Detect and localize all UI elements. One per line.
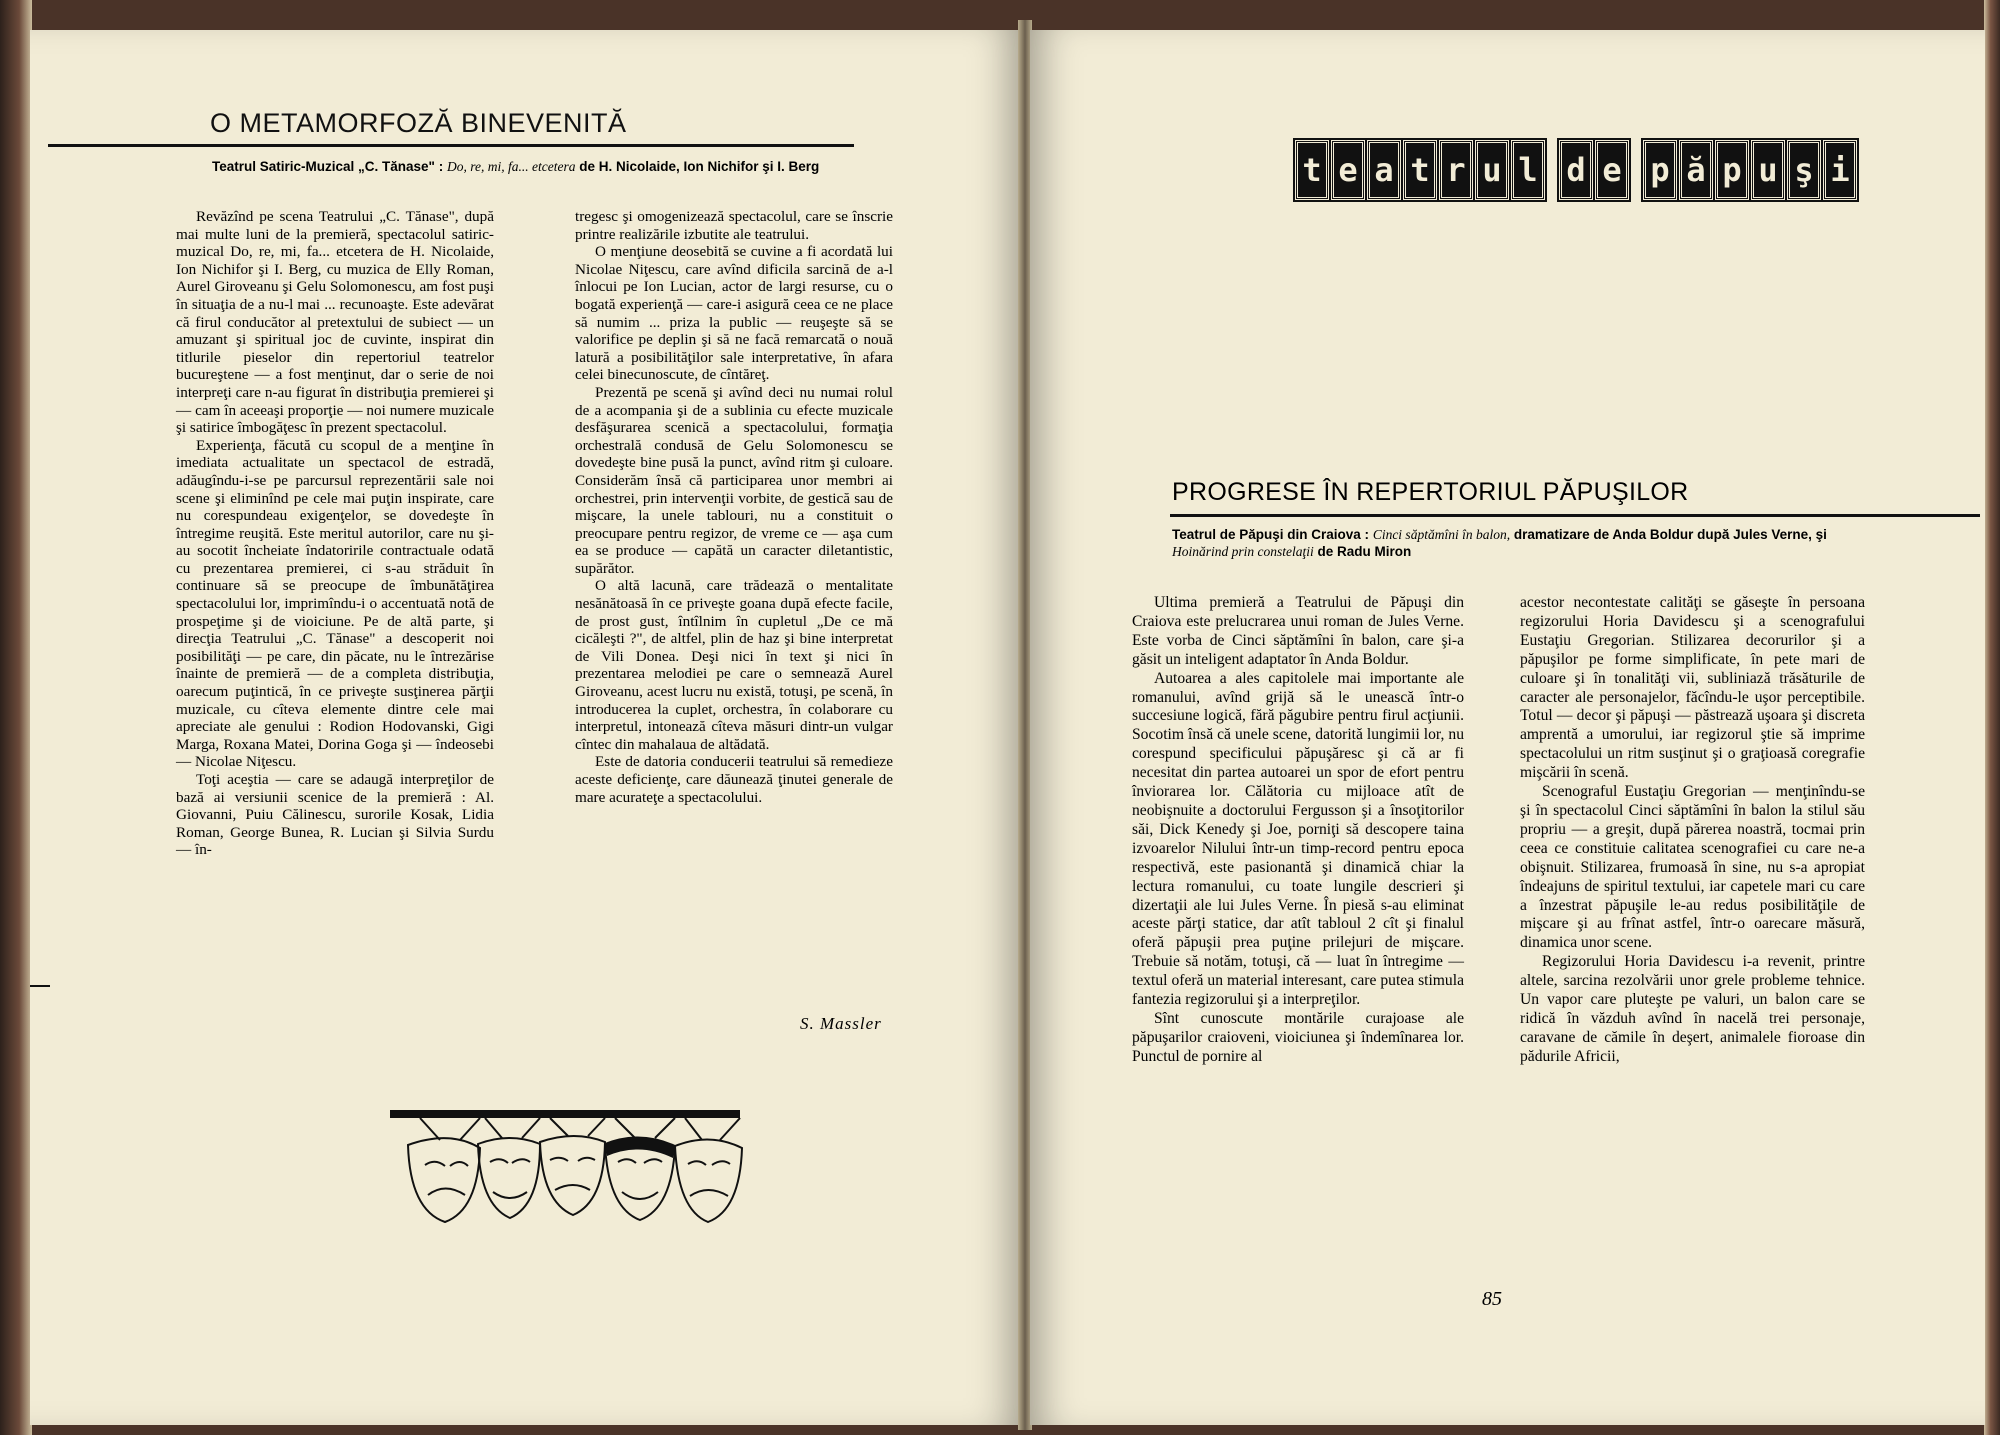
right-column-1 [1132,594,1464,1067]
book-edge-left [0,0,32,1435]
right-subtitle-play-1: Cinci săptămîni în balon, [1372,527,1511,542]
paragraph: O menţiune deosebită se cuvine a fi acordată lui Nicolae Niţescu, care avînd dificila sarcină de a-l înlocui pe Ion Lucian, actor de largi resurse, cu o bogată experienţă — care-i asigură ceea ce ne place să numim ... priza la public — reuşeşte să se valorifice pe deplin şi să ne facă remarcată o nouă latură a posibilităţilor sale interpretative, în afara celei binecunoscute, de cîntăreţ. [575,243,893,384]
right-subtitle-tail: de Radu Miron [1317,544,1412,559]
banner-letter: l [1511,140,1545,200]
banner-letter: e [1595,140,1629,200]
paragraph: Revăzînd pe scena Teatrului „C. Tănase", după mai multe luni de la premieră, spectacolul satiric-muzical Do, re, mi, fa... etcetera de H. Nicolaide, Ion Nichifor şi I. Berg, cu muzica de Elly Roman, Aurel Giroveanu şi Gelu Solomonescu, am fost puşi în situaţia de a nu-l mai ... recunoaşte. Este adevărat că firul conducător al pretextului de subiect — un amuzant şi spiritual joc de cuvinte, inspirat din titlurile pieselor din repertoriul teatrelor bucureştene — a fost menţinut, dar o serie de noi interpreţi care n-au figurat în distribuţia premierei şi — cam în aceeaşi proporţie — noi numere muzicale şi satirice îmbogăţesc în prezent spectacolul. [176,208,494,437]
left-column-1 [176,208,494,859]
left-title-rule [48,144,854,147]
right-subtitle-play-2: Hoinărind prin constelaţii [1172,544,1314,559]
right-column-2 [1520,594,1865,1067]
left-subtitle-tail: de H. Nicolaide, Ion Nichifor şi I. Berg [579,159,820,174]
paragraph: Experienţa, făcută cu scopul de a menţine în imediata actualitate un spectacol de estradă, adăugîndu-i-se pe parcursul reprezentării sale noi scene şi eliminînd pe cele mai puţin inspirate, care nu corespundeau exigenţelor, se dovedeşte în întregime reuşită. Este meritul autorilor, care nu şi-au socotit încheiate îndatoririle contractuale odată cu prezentarea premierei, ci s-au străduit în continuare să se preocupe de îmbunătăţirea spectacolului lor, imprimîndu-i o accentuată notă de prospeţime şi de vioiciune. Pe de altă parte, şi direcţia Teatrului „C. Tănase" a descoperit noi posibilităţi — pe care, din păcate, nu le întrezărise înainte de premieră — de a completa distribuţia, oarecum puţintică, în ce priveşte susţinerea părţii muzicale, cu cîteva elemente dintre cele mai apreciate ale genului : Rodion Hodovanski, Gigi Marga, Roxana Matei, Dorina Goga şi — îndeosebi — Nicolae Niţescu. [176,436,494,771]
paragraph: Scenograful Eustaţiu Gregorian — menţinîndu-se şi în spectacolul Cinci săptămîni în balon la stilul său propriu — a greşit, după părerea noastră, tocmai prin ceea ce constituie calitatea scenografiei cu care ne-a obişnuit. Stilizarea, frumoasă în sine, nu s-a apropiat îndeajuns de spiritul textului, iar capetele mari cu care a înzestrat păpuşile le-au redus posibilităţile de mişcare şi au frînat astfel, într-o oarecare măsură, dinamica unor scene. [1520,783,1865,952]
right-article-subtitle [1172,526,1872,560]
right-subtitle-mid: dramatizare de Anda Boldur după Jules Verne, şi [1513,527,1827,542]
paragraph: Prezentă pe scenă şi avînd deci nu numai rolul de a acompania şi de a sublinia cu efecte muzicale desfăşurarea scenică a spectacolului, formaţia orchestrală condusă de Gelu Solomonescu se dovedeşte bine pusă la punct, avînd ritm şi culoare. Considerăm însă că participarea unor membri ai orchestrei, prin intervenţii vorbite, de gestică sau de mişcare, la unele tablouri, nu a constituit o preocupare pentru regizor, de vreme ce — aşa cum ea se produce — capătă un caracter diletantistic, supărător. [575,383,893,577]
banner-letter: p [1643,140,1677,200]
paragraph: Regizorului Horia Davidescu i-a revenit, printre altele, sarcina rezolvării unor grele probleme tehnice. Un vapor care pluteşte pe valuri, un balon care se ridică în văzduh avînd în nacelă trei personaje, caravane de cămile în deşert, animalele fioroase din pădurile Africii, [1520,953,1865,1065]
banner-letter: u [1475,140,1509,200]
left-article-title: O METAMORFOZĂ BINEVENITĂ [210,108,627,138]
banner-letter: i [1823,140,1857,200]
banner-letter: r [1439,140,1473,200]
banner-letter: p [1715,140,1749,200]
banner-letter: e [1331,140,1365,200]
right-article-title: PROGRESE ÎN REPERTORIUL PĂPUŞILOR [1172,478,1689,506]
left-subtitle-lead: Teatrul Satiric-Muzical „C. Tănase" : [212,159,444,174]
banner-letter: a [1367,140,1401,200]
paragraph: acestor necontestate calităţi se găseşte în persoana regizorului Horia Davidescu şi a scenografului Eustaţiu Gregorian. Stilizarea decorurilor şi a păpuşilor pe forme simplificate, în pete mari de culoare şi în tonalităţi vii, subliniază trăsăturile de caracter ale personajelor, făcîndu-le uşor perceptibile. Totul — decor şi păpuşi — păstrează uşoara şi discreta amprentă a umorului, iar regizorul ştie să imprime spectacolului un ritm susţinut şi o graţioasă coregrafie mişcării în scenă. [1520,594,1865,782]
banner-letter: t [1295,140,1329,200]
theatre-masks-illustration [390,1100,750,1230]
book-edge-right [1984,0,2000,1435]
banner-word [1559,140,1629,200]
left-column-2 [575,208,893,806]
paragraph: tregesc şi omogenizează spectacolul, care se înscrie printre realizările izbutite ale teatrului. [575,208,893,243]
author-signature: S. Massler [800,1014,882,1033]
paragraph: O altă lacună, care trădează o mentalitate nesănătoasă în ce priveşte goana după efecte facile, de prost gust, întîlnim în cupletul „De ce mă cicăleşti ?", de altfel, plin de haz şi bine interpretat de Vili Donea. Deşi nici în text şi nici în prezentarea melodiei pe care o semnează Aurel Giroveanu, acest lucru nu există, totuşi, pe scenă, în introducerea la cuplet, orchestra, în colaborare cu interpretul, intonează cîteva măsuri dintr-un vulgar cîntec din mahalaua de altădată. [575,577,893,753]
paragraph: Ultima premieră a Teatrului de Păpuşi din Craiova este prelucrarea unui roman de Jules Verne. Este vorba de Cinci săptămîni în balon, care şi-a găsit un inteligent adaptator în Anda Boldur. [1132,594,1464,668]
banner-word [1643,140,1857,200]
banner-letter: d [1559,140,1593,200]
paragraph: Este de datoria conducerii teatrului să remedieze aceste deficienţe, care dăunează ţinutei generale de mare acurateţe a spectacolului. [575,753,893,806]
page-number: 85 [1482,1288,1502,1310]
paragraph: Sînt cunoscute montările curajoase ale păpuşarilor craioveni, vioiciunea şi îndemînarea lor. Punctul de pornire al [1132,1009,1464,1065]
section-banner-teatrul-de-papusi [1295,140,1867,200]
paragraph: Toţi aceştia — care se adaugă interpreţilor de bază ai versiunii scenice de la premieră : Al. Giovanni, Puiu Călinescu, surorile Kosak, Lidia Roman, George Bunea, R. Lucian şi Silvia Surdu — în- [176,771,494,859]
banner-letter: ă [1679,140,1713,200]
banner-word [1295,140,1545,200]
banner-letter: u [1751,140,1785,200]
right-subtitle-lead: Teatrul de Păpuşi din Craiova : [1172,527,1370,542]
right-title-rule [1170,514,1980,517]
banner-letter: t [1403,140,1437,200]
margin-mark [30,985,50,987]
left-article-subtitle [212,158,892,175]
paragraph: Autoarea a ales capitolele mai importante ale romanului, avînd grijă să le unească într-o succesiune logică, fără păgubire pentru firul acţiunii. Socotim însă că unele scene, datorită lungimii lor, nu corespund specificului păpuşăresc şi că ar fi necesitat din partea autoarei un spor de efort pentru înviorarea lor. Călătoria cu mijloace atît de neobişnuite a doctorului Fergusson şi a însoţitorilor săi, Dick Kenedy şi Joe, porniţi să descopere taina izvoarelor Nilului într-un timp-record pentru epoca respectivă, este pasionantă şi dinamică chiar la lectura romanului, cu toate lungile descrieri şi dizertaţii ale lui Jules Verne. În piesă s-au eliminat aceste părţi statice, dar atît tabloul 2 cît şi finalul oferă păpuşii prea puţine prilejuri de mişcare. Trebuie să notăm, totuşi, că — luat în întregime — textul oferă un material interesant, care putea stimula fantezia regizorului şi a interpreţilor. [1132,669,1464,1009]
banner-letter: ş [1787,140,1821,200]
left-subtitle-play: Do, re, mi, fa... etcetera [446,159,576,174]
